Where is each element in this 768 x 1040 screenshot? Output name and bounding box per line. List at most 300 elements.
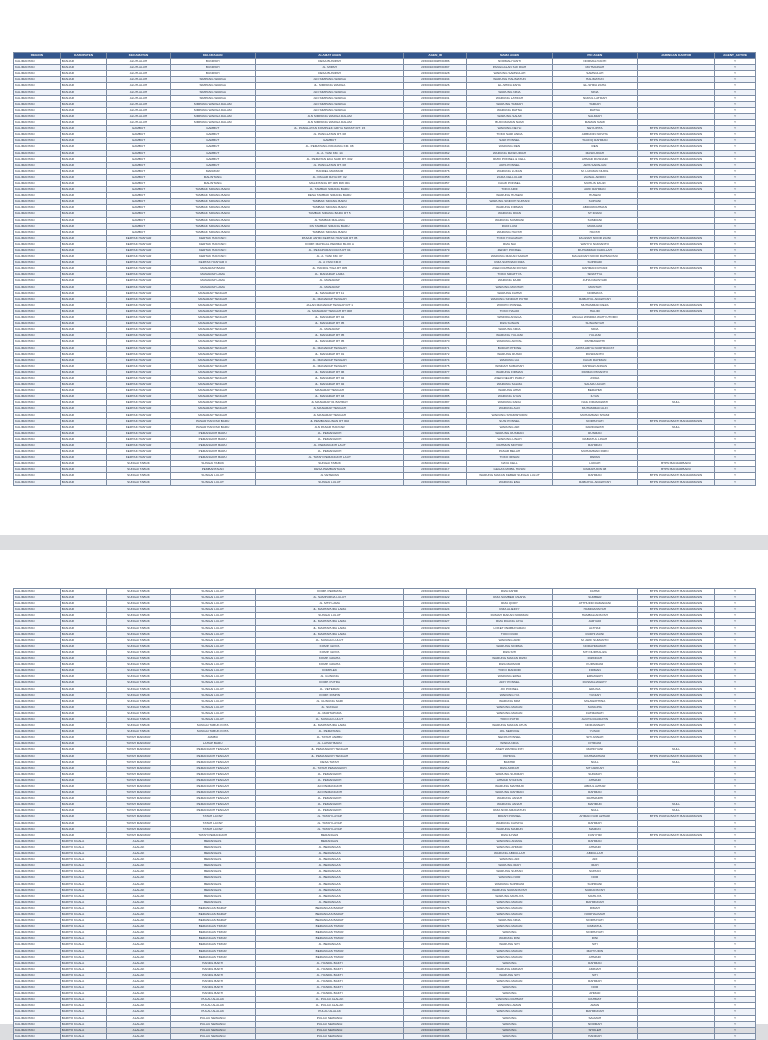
table-cell: Y bbox=[715, 223, 756, 229]
table-cell: GAMBUT bbox=[170, 156, 255, 162]
table-cell: TAMBAK SIRANG BARU bbox=[255, 199, 403, 205]
table-cell: PAHRUL bbox=[467, 753, 552, 759]
table-cell: WARUNG MAKAN bbox=[467, 1009, 552, 1015]
table-cell: SIMPANG WARGA DALAM bbox=[170, 101, 255, 107]
table-cell: JL. MTP LAMA bbox=[255, 601, 403, 607]
table-cell: Y bbox=[715, 1015, 756, 1021]
table-body bbox=[14, 589, 756, 1040]
table-cell: 2150010302PD0407 bbox=[404, 205, 467, 211]
table-cell: JL. LAHAP BARU bbox=[255, 741, 403, 747]
table-cell: Y bbox=[715, 942, 756, 948]
table-cell: BUDI MAMAN NAMI bbox=[467, 120, 552, 126]
table-cell: Y bbox=[715, 887, 756, 893]
table-cell: 2150010302PD0490 bbox=[404, 997, 467, 1003]
table-cell: JL. BERANGAS bbox=[255, 881, 403, 887]
table-cell: 2150010302PD0411 bbox=[404, 461, 467, 467]
table-cell: KALIMANTAN bbox=[14, 351, 61, 357]
table-cell: 2150010302PD0361 bbox=[404, 302, 467, 308]
table-cell: PEMANGKIH TENGAH bbox=[170, 790, 255, 796]
table-cell: BANJAR bbox=[60, 144, 107, 150]
table-cell: Y bbox=[715, 479, 756, 485]
table-cell: 2150010302PD0416 bbox=[404, 223, 467, 229]
table-cell: ABDUL AZHAR bbox=[552, 784, 637, 790]
table-cell: WARUNG MAKAN SARAH bbox=[467, 254, 552, 260]
table-cell: MUHAMMAD ALFI bbox=[552, 406, 637, 412]
table-cell: KERTAK HANYAR bbox=[107, 266, 170, 272]
table-cell: 2150010302PD0473 bbox=[404, 893, 467, 899]
table-cell: WARUNG SITI bbox=[467, 942, 552, 948]
table-cell: RIZA FAHMI bbox=[467, 589, 552, 595]
table-cell: KALIMANTAN bbox=[14, 449, 61, 455]
table-cell: RIZA ALIEFFY bbox=[467, 607, 552, 613]
table-cell: MILAWATHINA bbox=[552, 698, 637, 704]
table-cell: BANJAR bbox=[60, 296, 107, 302]
table-cell: 2150010302PD0398 bbox=[404, 436, 467, 442]
table-cell: NORMAYA bbox=[552, 290, 637, 296]
table-cell: KERTAK HANYAR bbox=[107, 418, 170, 424]
table-cell: FIRMAN bbox=[552, 668, 637, 674]
table-cell: KALIMANTAN bbox=[14, 851, 61, 857]
table-cell: BANJAR bbox=[60, 199, 107, 205]
table-cell: BTPN PURNA BAKTI BANJARMASIN bbox=[637, 589, 714, 595]
table-cell: JL. TAMBAK SIRANG BARU bbox=[255, 187, 403, 193]
table-cell: Y bbox=[715, 851, 756, 857]
table-cell: 2150010302PD0405 bbox=[404, 193, 467, 199]
table-cell: SITI ANNAH bbox=[552, 735, 637, 741]
table-cell: GAMBUT bbox=[107, 229, 170, 235]
table-cell: WARUNG bbox=[467, 1015, 552, 1021]
table-cell: MANARAP TENGAH bbox=[170, 406, 255, 412]
table-cell: PULAU ALALAK bbox=[170, 997, 255, 1003]
agent-table-page-1 bbox=[13, 52, 756, 486]
table-cell: KALIMANTAN bbox=[14, 193, 61, 199]
table-cell: WARUNG AMAN bbox=[467, 1003, 552, 1009]
table-cell: ERLINA bbox=[552, 686, 637, 692]
table-cell: SUNAINIYAH bbox=[552, 321, 637, 327]
table-cell: KALIMANTAN bbox=[14, 1033, 61, 1039]
table-cell: Y bbox=[715, 680, 756, 686]
table-cell: JL. BERANGAS bbox=[255, 851, 403, 857]
table-cell: ALUH-ALUH bbox=[107, 107, 170, 113]
table-cell: ALUH-ALUH bbox=[107, 120, 170, 126]
table-cell: 2150010302PD0478 bbox=[404, 924, 467, 930]
table-cell: JL. TATAH JAMBU bbox=[255, 735, 403, 741]
table-cell: Y bbox=[715, 814, 756, 820]
table-cell: Y bbox=[715, 1021, 756, 1027]
table-cell: 2150010302PD0435 bbox=[404, 113, 467, 119]
table-cell: KALIMANTAN bbox=[14, 168, 61, 174]
table-cell: BERANGAS TIMUR bbox=[255, 954, 403, 960]
table-cell: Y bbox=[715, 589, 756, 595]
table-cell: WARUNG JANAH bbox=[467, 802, 552, 808]
table-cell: KALIMANTAN bbox=[14, 229, 61, 235]
table-cell: 2150010302PD0441 bbox=[404, 698, 467, 704]
table-cell: Y bbox=[715, 357, 756, 363]
table-cell: 2150010302PD0359 bbox=[404, 290, 467, 296]
table-cell: BANJAR bbox=[60, 400, 107, 406]
table-cell: Y bbox=[715, 388, 756, 394]
table-cell: KERTAK HANYAR bbox=[107, 449, 170, 455]
table-cell: BANJAR bbox=[60, 65, 107, 71]
table-cell: KALIMANTAN bbox=[14, 887, 61, 893]
table-cell: KERTAK HANYAR bbox=[107, 302, 170, 308]
table-cell: JL. SUNGAI bbox=[255, 704, 403, 710]
table-cell: RIZKI PONSEL & CELL bbox=[467, 156, 552, 162]
table-cell: KALIMANTAN bbox=[14, 997, 61, 1003]
table-cell: KALIMANTAN bbox=[14, 284, 61, 290]
table-cell: Y bbox=[715, 424, 756, 430]
table-cell: 2150010302PD0434 bbox=[404, 77, 467, 83]
table-cell: KALIMANTAN bbox=[14, 412, 61, 418]
table-cell: DESA TATAH bbox=[255, 759, 403, 765]
table-cell: SUNGIHA bbox=[552, 704, 637, 710]
table-cell: KALIMANTAN bbox=[14, 747, 61, 753]
table-cell: 2150010302PD0444 bbox=[404, 716, 467, 722]
table-cell: KALIMANTAN bbox=[14, 723, 61, 729]
table-cell: KERTAK HANYAR bbox=[107, 278, 170, 284]
table-cell: WARUNG MAKAN ATUS bbox=[467, 723, 552, 729]
table-cell: JL. MANARAP TENGAH bbox=[255, 345, 403, 351]
table-cell: TATAH LAYAP bbox=[170, 826, 255, 832]
table-cell: M. ARIF SUMANTO bbox=[552, 637, 637, 643]
table-cell: RIZA RUANG JAYA bbox=[467, 619, 552, 625]
table-cell: 2150010302PD0393 bbox=[404, 418, 467, 424]
table-cell: BTPN PURNA BAKTI BANJARMASIN bbox=[637, 308, 714, 314]
table-cell: SARI PONSEL bbox=[467, 138, 552, 144]
table-cell: ALALAK bbox=[107, 911, 170, 917]
table-cell: 2150010302PD0436 bbox=[404, 668, 467, 674]
table-cell: WARUNG MASKURIAH bbox=[467, 150, 552, 156]
table-cell: BERANGAS bbox=[170, 887, 255, 893]
table-cell: JL. MIPAH bbox=[255, 65, 403, 71]
table-cell: ALALAK bbox=[107, 838, 170, 844]
table-cell: KALIMANTAN bbox=[14, 363, 61, 369]
table-cell: IRAH bbox=[552, 863, 637, 869]
table-cell: BTPN PURNA BAKTI BANJARMASIN bbox=[637, 686, 714, 692]
table-cell: KALIMANTAN bbox=[14, 790, 61, 796]
table-cell: WARUNG bbox=[467, 1033, 552, 1039]
table-cell: TATAH MAKMUR bbox=[107, 747, 170, 753]
table-cell: WARUNG bbox=[467, 1021, 552, 1027]
table-cell: Y bbox=[715, 168, 756, 174]
table-cell: SUKMAH bbox=[552, 771, 637, 777]
table-cell: 2150010302PD0489 bbox=[404, 991, 467, 997]
table-cell: 2150010302PD0431 bbox=[404, 95, 467, 101]
table-cell: TATAH MAKMUR bbox=[107, 808, 170, 814]
table-cell: Y bbox=[715, 205, 756, 211]
table-cell: BERANGAS BARAT bbox=[170, 918, 255, 924]
table-cell: Y bbox=[715, 65, 756, 71]
table-cell: KALIMANTAN bbox=[14, 187, 61, 193]
table-cell: MANARAP TENGAH bbox=[170, 345, 255, 351]
table-cell: KALIMANTAN bbox=[14, 120, 61, 126]
table-cell: BANJAR bbox=[60, 790, 107, 796]
table-cell: SUNGAI TABUK bbox=[107, 668, 170, 674]
table-cell: ATTHUFIR RAMADANI bbox=[552, 601, 637, 607]
table-cell: KALIMANTAN bbox=[14, 394, 61, 400]
table-cell: Y bbox=[715, 759, 756, 765]
table-cell: KERTAK HANYAR bbox=[107, 351, 170, 357]
table-cell: 2150010302PD0451 bbox=[404, 759, 467, 765]
table-cell: Y bbox=[715, 199, 756, 205]
table-cell: SUNGAI LULUT bbox=[170, 479, 255, 485]
table-cell: BANJAR bbox=[60, 406, 107, 412]
table-cell: ALALAK bbox=[107, 875, 170, 881]
table-cell: BTPN PURNA BAKTI BANJARMASIN bbox=[637, 662, 714, 668]
table-cell: 2150010302PD0365 bbox=[404, 321, 467, 327]
table-cell: SUNGAI TABUK bbox=[107, 704, 170, 710]
table-cell: TATAH MAKMUR bbox=[107, 753, 170, 759]
table-cell: BTPN PURNA BAKTI BANJARMASIN bbox=[637, 235, 714, 241]
table-cell: GAMBUT bbox=[107, 156, 170, 162]
table-cell: BTPN PURNA BAKTI BANJARMASIN bbox=[637, 631, 714, 637]
table-cell: 2150010302PD0406 bbox=[404, 199, 467, 205]
table-cell: KALIMANTAN bbox=[14, 911, 61, 917]
table-cell: AHMAD SYAFIUN bbox=[467, 777, 552, 783]
table-cell: MANARAP TENGAH bbox=[170, 375, 255, 381]
table-cell: WARUNG IRIAN bbox=[467, 211, 552, 217]
table-cell: JL. MANARAP RT 05 bbox=[255, 333, 403, 339]
table-cell: Y bbox=[715, 107, 756, 113]
table-cell: BERANGAS BARAT bbox=[255, 905, 403, 911]
table-cell: RUSDIANTO bbox=[552, 351, 637, 357]
table-cell: RIZKIDAH bbox=[552, 656, 637, 662]
table-cell: 2150010302PD0362 bbox=[404, 150, 467, 156]
table-cell: BANJAR bbox=[60, 284, 107, 290]
table-cell: 2150010302PD0412 bbox=[404, 211, 467, 217]
table-cell: KALIMANTAN bbox=[14, 156, 61, 162]
table-cell: BANJAR bbox=[60, 162, 107, 168]
table-cell: BERANGAS bbox=[170, 869, 255, 875]
table-cell: BANJAR bbox=[60, 315, 107, 321]
table-cell: BTPN PURNA BAKTI BANJARMASIN bbox=[637, 656, 714, 662]
table-cell: BTPN PURNA BAKTI BANJARMASIN bbox=[637, 479, 714, 485]
table-cell: NIDA bbox=[552, 327, 637, 333]
table-cell: WARUNG AMINAH bbox=[467, 966, 552, 972]
table-cell: KERTAK HANYAR bbox=[107, 339, 170, 345]
table-cell: MAHYUDIN bbox=[552, 948, 637, 954]
table-cell: BANJAR bbox=[60, 363, 107, 369]
table-cell: RAHMANI RIYADI bbox=[552, 266, 637, 272]
table-cell: MAHLIYA bbox=[552, 893, 637, 899]
table-cell: 2150010302PD0419 bbox=[404, 473, 467, 479]
table-cell: SUNGAI TABUK bbox=[107, 692, 170, 698]
table-cell: MUTMAINAH bbox=[552, 65, 637, 71]
table-cell: MANARAP TENGAH bbox=[170, 296, 255, 302]
table-cell: TAMBAK SIRANG BARU bbox=[255, 205, 403, 211]
table-cell: JL. MANARAP bbox=[255, 284, 403, 290]
table-cell: ASEN NELMY PARLY bbox=[467, 375, 552, 381]
table-cell: BANJAR bbox=[60, 327, 107, 333]
table-cell: JL. BERANGAS bbox=[255, 893, 403, 899]
table-cell: KALIMANTAN bbox=[14, 211, 61, 217]
table-cell: SUNGAI TABUK bbox=[107, 589, 170, 595]
table-cell: KALIMANTAN bbox=[14, 174, 61, 180]
table-cell: 2150010302PD0477 bbox=[404, 918, 467, 924]
column-header: KABUPATEN bbox=[60, 53, 107, 59]
table-cell: 2150010302PD0442 bbox=[404, 704, 467, 710]
table-cell: ALALAK bbox=[107, 1027, 170, 1033]
table-cell: SUPRIANI bbox=[552, 881, 637, 887]
table-cell: AHMAD NUR AZHARI bbox=[552, 814, 637, 820]
table-cell: MANARAP TENGAH bbox=[170, 363, 255, 369]
table-cell: BTPN PURNA BAKTI BANJARMASIN bbox=[637, 710, 714, 716]
table-cell: MANARAP TENGAH bbox=[170, 308, 255, 314]
table-cell: SUNGAI TABUK bbox=[107, 716, 170, 722]
table-cell: KALIMANTAN bbox=[14, 205, 61, 211]
table-cell: ALALAK bbox=[107, 869, 170, 875]
table-cell: RUDI LUNI bbox=[467, 223, 552, 229]
table-cell: KALIMANTAN bbox=[14, 680, 61, 686]
table-cell: Y bbox=[715, 89, 756, 95]
table-cell: KALIMANTAN bbox=[14, 918, 61, 924]
table-cell: MANARAP TENGAH bbox=[255, 388, 403, 394]
table-cell: KALIMANTAN bbox=[14, 461, 61, 467]
table-cell: WARUNG ARIF bbox=[467, 637, 552, 643]
table-cell: AMAN bbox=[552, 1003, 637, 1009]
table-cell: JL. PAGAR RAYA RT. 02 bbox=[255, 174, 403, 180]
table-cell: WARUNG IRAH bbox=[467, 863, 552, 869]
table-cell: Y bbox=[715, 753, 756, 759]
table-cell: BTPN PURNA BAKTI BANJARMASIN bbox=[637, 753, 714, 759]
table-cell: KALIMANTAN bbox=[14, 345, 61, 351]
table-cell: BANJAR bbox=[60, 193, 107, 199]
table-cell: RUDHI ZAINI bbox=[552, 631, 637, 637]
table-cell: RAHMUN MOTOR bbox=[467, 443, 552, 449]
table-cell: 2150010302PD0440 bbox=[404, 692, 467, 698]
table-cell: KURSIDANI bbox=[552, 662, 637, 668]
table-cell: NORHAYATI bbox=[552, 930, 637, 936]
table-cell: BANJAR bbox=[60, 710, 107, 716]
table-cell: Y bbox=[715, 351, 756, 357]
table-cell: BARITO KUALA bbox=[60, 918, 107, 924]
table-cell: BTPN PURNA BAKTI BANJARMASIN bbox=[637, 126, 714, 132]
table-cell: 2150010302PD0480 bbox=[404, 936, 467, 942]
table-cell: KALIMANTAN bbox=[14, 443, 61, 449]
table-cell: KALIMANTAN bbox=[14, 77, 61, 83]
table-cell: NULL bbox=[637, 747, 714, 753]
table-cell: 2150010302PD0448 bbox=[404, 741, 467, 747]
table-cell: Y bbox=[715, 893, 756, 899]
table-cell: BERANGAS TIMUR bbox=[170, 948, 255, 954]
table-cell: Y bbox=[715, 375, 756, 381]
table-cell: Y bbox=[715, 369, 756, 375]
table-cell: HANDIL BAKTI bbox=[170, 960, 255, 966]
table-cell: KALIMANTAN bbox=[14, 144, 61, 150]
table-cell: DESA BUNIPAH bbox=[255, 71, 403, 77]
table-cell: TAMIAH bbox=[552, 101, 637, 107]
table-cell: KALIMANTAN bbox=[14, 698, 61, 704]
table-cell: WARUNG NINA bbox=[467, 89, 552, 95]
table-cell: Y bbox=[715, 771, 756, 777]
table-cell: PEMANGKIH BARU bbox=[170, 449, 255, 455]
table-cell: TOKO PUTRI bbox=[467, 716, 552, 722]
column-header: AGENT_ACTIVE bbox=[715, 53, 756, 59]
table-cell: Y bbox=[715, 113, 756, 119]
table-cell: FAUZI RAHMAN bbox=[552, 357, 637, 363]
table-cell: KALIMANTAN bbox=[14, 199, 61, 205]
table-cell: BANJAR bbox=[60, 156, 107, 162]
column-header: REGION bbox=[14, 53, 61, 59]
table-cell: JL. PEMANGKIH bbox=[255, 430, 403, 436]
table-cell: 2150010302PD0463 bbox=[404, 832, 467, 838]
table-cell: HAYATI bbox=[552, 229, 637, 235]
table-cell: BANJAR bbox=[60, 716, 107, 722]
table-cell: WARUNG MAKAN bbox=[467, 924, 552, 930]
table-cell: PEMANGKIH TENGAH bbox=[170, 747, 255, 753]
table-cell: WARUNG MAHMUD bbox=[467, 784, 552, 790]
table-cell: MALINTANG bbox=[170, 180, 255, 186]
column-header: NAMA AGEN bbox=[467, 53, 552, 59]
table-cell: KALIMANTAN bbox=[14, 869, 61, 875]
table-cell: KALIMANTAN bbox=[14, 619, 61, 625]
table-cell: BANJAR bbox=[60, 643, 107, 649]
table-cell: BANJAR bbox=[60, 759, 107, 765]
table-cell: WARUNG HAYATI bbox=[467, 229, 552, 235]
table-cell: ILYAS bbox=[552, 394, 637, 400]
table-cell: 2150010302PD0363 bbox=[404, 308, 467, 314]
table-cell: BARITO KUALA bbox=[60, 936, 107, 942]
table-cell: 2150010302PD0395 bbox=[404, 424, 467, 430]
table-cell: BTPN PURNA BAKTI BANJARMASIN bbox=[637, 187, 714, 193]
table-cell: JL. MARTAPURA LAMA bbox=[255, 619, 403, 625]
table-cell: MANARAP TENGAH bbox=[170, 290, 255, 296]
table-cell: KERTAK HANYAR II bbox=[170, 260, 255, 266]
table-cell: Y bbox=[715, 156, 756, 162]
table-cell: MAMAN NAMI bbox=[552, 120, 637, 126]
table-cell: 2150010302PD0435 bbox=[404, 662, 467, 668]
table-cell: KOMP. GRAHA bbox=[255, 662, 403, 668]
table-cell: BANJAR bbox=[60, 382, 107, 388]
table-cell: BANJAR bbox=[60, 808, 107, 814]
table-cell: KALIMANTAN bbox=[14, 369, 61, 375]
table-cell: GAMBUT bbox=[107, 126, 170, 132]
table-cell: ZENDY PONSEL bbox=[467, 248, 552, 254]
table-cell: ALALAK bbox=[107, 960, 170, 966]
table-cell: GAMBUT bbox=[107, 187, 170, 193]
table-cell: BERANGAS TIMUR bbox=[170, 924, 255, 930]
table-cell: BERANGAS TIMUR bbox=[255, 924, 403, 930]
table-cell: 2150010302PD0424 bbox=[404, 607, 467, 613]
table-cell: GAMBUT bbox=[255, 138, 403, 144]
table-cell: ALUH-ALUH bbox=[107, 65, 170, 71]
table-cell: 2150010302PD0455 bbox=[404, 784, 467, 790]
table-cell: Y bbox=[715, 1033, 756, 1039]
table-cell: Y bbox=[715, 960, 756, 966]
table-cell: WARUNG YULIANI bbox=[467, 333, 552, 339]
table-cell: 2150010302PD0461 bbox=[404, 820, 467, 826]
table-cell: BARITO KUALA bbox=[60, 887, 107, 893]
table-cell: BARITO KUALA bbox=[60, 1015, 107, 1021]
table-cell: 2150010302PD0460 bbox=[404, 814, 467, 820]
table-cell: 2150010302PD0467 bbox=[404, 857, 467, 863]
table-cell: ALALAK bbox=[107, 985, 170, 991]
table-cell: BANJAR bbox=[60, 619, 107, 625]
table-cell: WARUNG RAHMAT bbox=[467, 997, 552, 1003]
table-cell: ALUH-ALUH bbox=[107, 83, 170, 89]
table-cell: 2150010302PD0433 bbox=[404, 107, 467, 113]
table-cell: BARITO KUALA bbox=[60, 954, 107, 960]
table-cell: NULL bbox=[637, 802, 714, 808]
table-cell: 2150010302PD0369 bbox=[404, 333, 467, 339]
table-cell: Y bbox=[715, 899, 756, 905]
table-cell: 2150010302PD0425 bbox=[404, 613, 467, 619]
table-cell: WARUNG MAHLIYA bbox=[467, 893, 552, 899]
table-cell: BANJAR bbox=[60, 656, 107, 662]
table-cell: JL. A. YANI KM. 07 bbox=[255, 254, 403, 260]
table-cell: JL. PEMANGKIH TENGAH bbox=[255, 753, 403, 759]
table-cell: ALUH-ALUH bbox=[107, 89, 170, 95]
